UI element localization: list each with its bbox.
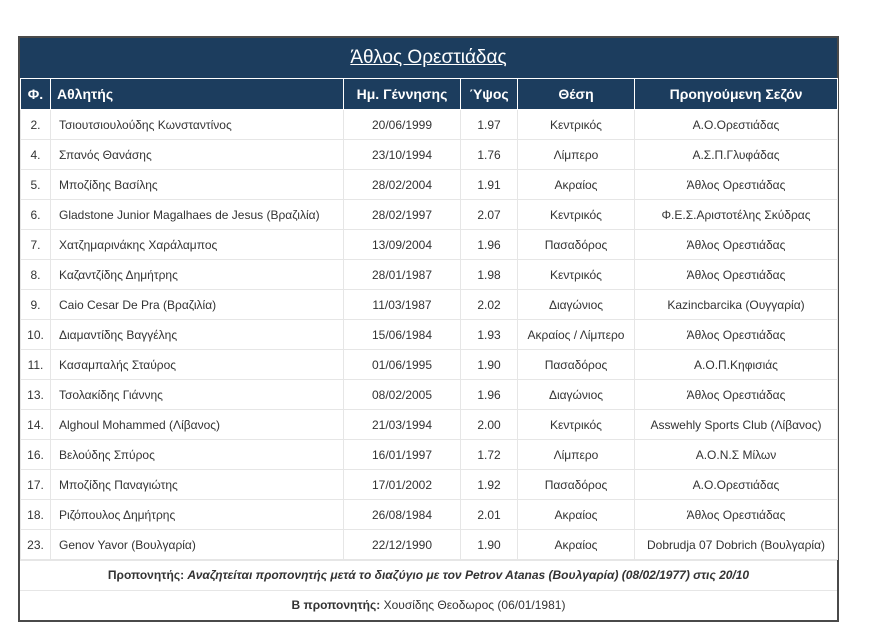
table-row [21,260,838,290]
player-birthdate: 28/02/2004 [344,170,461,200]
player-number: 10. [21,320,51,350]
player-birthdate: 20/06/1999 [344,110,461,140]
player-position: Λίμπερο [518,140,635,170]
player-previous-team: Φ.Ε.Σ.Αριστοτέλης Σκύδρας [635,200,838,230]
player-name: Καζαντζίδης Δημήτρης [51,260,344,290]
player-birthdate: 01/06/1995 [344,350,461,380]
player-height: 2.07 [461,200,518,230]
table-row [21,500,838,530]
player-name: Μποζίδης Βασίλης [51,170,344,200]
player-position: Ακραίος [518,530,635,560]
player-number: 6. [21,200,51,230]
roster-table [20,78,838,560]
player-position: Λίμπερο [518,440,635,470]
player-number: 2. [21,110,51,140]
player-height: 1.97 [461,110,518,140]
player-height: 2.01 [461,500,518,530]
table-row [21,230,838,260]
player-position: Ακραίος / Λίμπερο [518,320,635,350]
player-birthdate: 15/06/1984 [344,320,461,350]
player-height: 1.93 [461,320,518,350]
coach-value: Αναζητείται προπονητής μετά το διαζύγιο με τον Petrov Atanas (Βουλγαρία) (08/02/1977) στις 20/10 [187,568,750,582]
player-name: Μποζίδης Παναγιώτης [51,470,344,500]
player-previous-team: Α.Ο.Π.Κηφισιάς [635,350,838,380]
player-birthdate: 21/03/1994 [344,410,461,440]
header-position: Θέση [518,79,635,110]
player-birthdate: 16/01/1997 [344,440,461,470]
table-row [21,290,838,320]
table-row [21,350,838,380]
coach-line [20,560,837,590]
player-previous-team: Α.Σ.Π.Γλυφάδας [635,140,838,170]
table-row [21,320,838,350]
player-previous-team: Α.Ο.Ορεστιάδας [635,470,838,500]
player-number: 18. [21,500,51,530]
player-name: Caio Cesar De Pra (Βραζιλία) [51,290,344,320]
player-position: Διαγώνιος [518,380,635,410]
player-number: 5. [21,170,51,200]
player-name: Τσολακίδης Γιάννης [51,380,344,410]
player-position: Ακραίος [518,500,635,530]
player-number: 9. [21,290,51,320]
player-previous-team: Kazincbarcika (Ουγγαρία) [635,290,838,320]
player-name: Σπανός Θανάσης [51,140,344,170]
player-number: 7. [21,230,51,260]
player-birthdate: 11/03/1987 [344,290,461,320]
player-position: Πασαδόρος [518,350,635,380]
header-birthdate: Ημ. Γέννησης [344,79,461,110]
assistant-coach-line [20,590,837,620]
player-birthdate: 08/02/2005 [344,380,461,410]
player-previous-team: Α.Ο.Ν.Σ Μίλων [635,440,838,470]
player-birthdate: 26/08/1984 [344,500,461,530]
player-name: Χατζημαρινάκης Χαράλαμπος [51,230,344,260]
player-name: Genov Yavor (Βουλγαρία) [51,530,344,560]
player-previous-team: Dobrudja 07 Dobrich (Βουλγαρία) [635,530,838,560]
player-position: Κεντρικός [518,260,635,290]
table-row [21,200,838,230]
coach-label: Προπονητής: [107,568,185,582]
player-previous-team: Άθλος Ορεστιάδας [635,260,838,290]
player-number: 17. [21,470,51,500]
player-previous-team: Άθλος Ορεστιάδας [635,500,838,530]
player-previous-team: Άθλος Ορεστιάδας [635,380,838,410]
player-height: 1.96 [461,230,518,260]
player-birthdate: 13/09/2004 [344,230,461,260]
header-height: Ύψος [461,79,518,110]
player-number: 8. [21,260,51,290]
roster-body [21,110,838,560]
player-position: Ακραίος [518,170,635,200]
player-position: Κεντρικός [518,410,635,440]
team-title-link[interactable]: Άθλος Ορεστιάδας [350,47,507,68]
player-height: 1.91 [461,170,518,200]
player-number: 11. [21,350,51,380]
player-birthdate: 23/10/1994 [344,140,461,170]
player-position: Κεντρικός [518,200,635,230]
player-height: 1.90 [461,530,518,560]
header-row [21,79,838,110]
player-birthdate: 28/01/1987 [344,260,461,290]
header-number: Φ. [21,79,51,110]
player-birthdate: 22/12/1990 [344,530,461,560]
player-name: Ριζόπουλος Δημήτρης [51,500,344,530]
player-height: 2.02 [461,290,518,320]
roster-table-container [18,36,839,622]
player-height: 2.00 [461,410,518,440]
player-number: 16. [21,440,51,470]
player-previous-team: Άθλος Ορεστιάδας [635,230,838,260]
player-name: Βελούδης Σπύρος [51,440,344,470]
player-number: 14. [21,410,51,440]
player-height: 1.76 [461,140,518,170]
table-row [21,440,838,470]
player-height: 1.98 [461,260,518,290]
player-name: Τσιουτσιουλούδης Κωνσταντίνος [51,110,344,140]
player-position: Διαγώνιος [518,290,635,320]
player-birthdate: 28/02/1997 [344,200,461,230]
table-row [21,140,838,170]
player-birthdate: 17/01/2002 [344,470,461,500]
table-row [21,110,838,140]
player-number: 13. [21,380,51,410]
player-previous-team: Άθλος Ορεστιάδας [635,170,838,200]
table-row [21,530,838,560]
header-athlete: Αθλητής [51,79,344,110]
assistant-coach-value: Χουσίδης Θεοδωρος (06/01/1981) [383,598,566,612]
player-number: 23. [21,530,51,560]
team-title-bar [20,38,837,78]
player-name: Gladstone Junior Magalhaes de Jesus (Βραζιλία) [51,200,344,230]
player-previous-team: Α.Ο.Ορεστιάδας [635,110,838,140]
assistant-coach-label: Β προπονητής: [291,598,381,612]
player-position: Πασαδόρος [518,230,635,260]
player-height: 1.92 [461,470,518,500]
player-previous-team: Asswehly Sports Club (Λίβανος) [635,410,838,440]
player-name: Διαμαντίδης Βαγγέλης [51,320,344,350]
player-name: Alghoul Mohammed (Λίβανος) [51,410,344,440]
player-name: Κασαμπαλής Σταύρος [51,350,344,380]
player-number: 4. [21,140,51,170]
table-row [21,470,838,500]
player-height: 1.72 [461,440,518,470]
player-position: Κεντρικός [518,110,635,140]
player-height: 1.90 [461,350,518,380]
table-row [21,170,838,200]
header-previous-season: Προηγούμενη Σεζόν [635,79,838,110]
player-previous-team: Άθλος Ορεστιάδας [635,320,838,350]
table-row [21,410,838,440]
table-row [21,380,838,410]
player-height: 1.96 [461,380,518,410]
player-position: Πασαδόρος [518,470,635,500]
